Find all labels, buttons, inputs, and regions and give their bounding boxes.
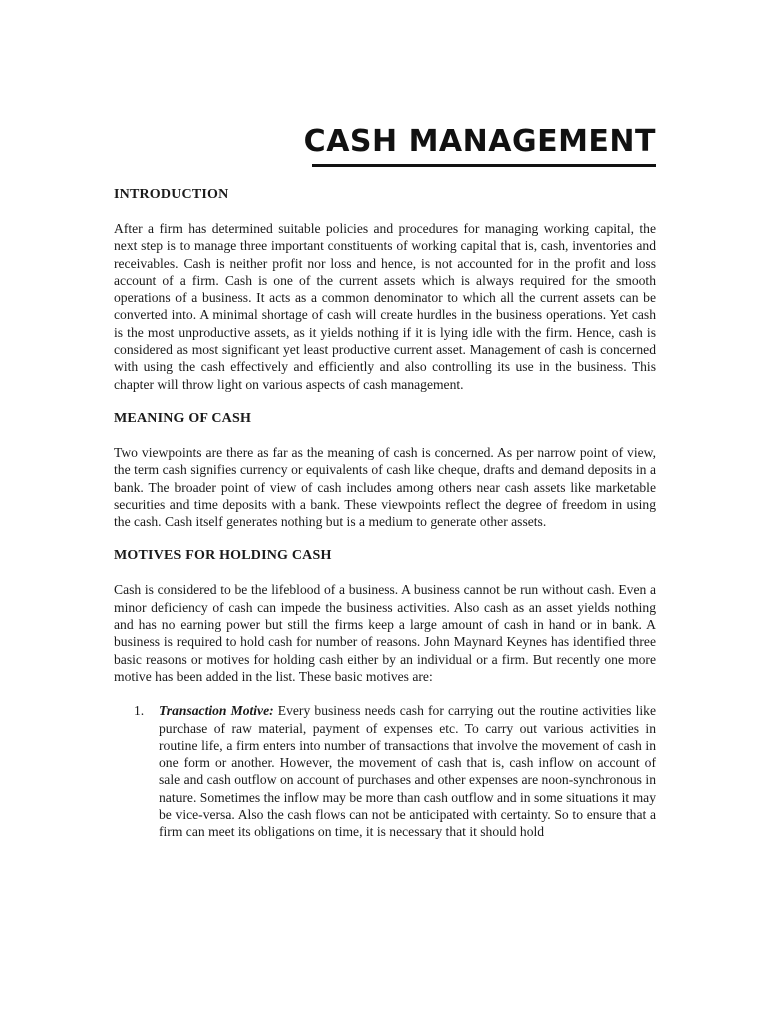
motive-name: Transaction Motive:	[159, 703, 274, 719]
motive-description: Every business needs cash for carrying out the routine activities like purchase of raw material, payment of expenses etc. To carry out various activities in routine life, a firm enters into number of transactions that involve the movement of cash in one form or another. However, the movement of cash that is, cash inflow on account of sale and cash outflow on account of purchases and other expenses are noon-synchronous in nature. Sometimes the inflow may be more than cash outflow and in some situations it may be vice-versa. Also the cash flows can not be anticipated with certainty. So to ensure that a firm can meet its obligations on time, it is necessary that it should hold	[159, 703, 656, 840]
title-underline	[312, 164, 656, 167]
section-heading-motives: MOTIVES FOR HOLDING CASH	[114, 548, 332, 564]
paragraph-motives: Cash is considered to be the lifeblood of a business. A business cannot be run without cash. Even a minor deficiency of cash can impede the business activities. Also cash as an asset yields nothing and has no earning power but still the firms keep a large amount of cash in hand or in bank. A business is required to hold cash for number of reasons. John Maynard Keynes has identified three basic reasons or motives for holding cash either by an individual or a firm. But recently one more motive has been added in the list. These basic motives are:	[114, 582, 656, 684]
section-heading-meaning-of-cash: MEANING OF CASH	[114, 410, 252, 426]
motives-list	[114, 702, 656, 840]
document-body	[114, 186, 656, 841]
list-item-transaction-motive	[114, 702, 656, 840]
document-title: CASH MANAGEMENT	[303, 124, 656, 159]
section-heading-introduction: INTRODUCTION	[114, 187, 229, 202]
paragraph-introduction: After a firm has determined suitable policies and procedures for managing working capital, the next step is to manage three important constituents of working capital that is, cash, inventories and receivables. Cash is neither profit nor loss and hence, is not accounted for in the profit and loss account of a firm. Cash is one of the current assets which is always required for the smooth operations of a business. It acts as a common denominator to which all the current assets can be converted into. A minimal shortage of cash will create hurdles in the business operations. Yet cash is the most unproductive assets, as it yields nothing if it is lying idle with the firm. Hence, cash is considered as most significant yet least productive current asset. Management of cash is concerned with using the cash effectively and efficiently and also controlling its use in the business. This chapter will throw light on various aspects of cash management.	[114, 221, 656, 392]
list-item-number: 1.	[134, 703, 145, 719]
paragraph-meaning-of-cash: Two viewpoints are there as far as the meaning of cash is concerned. As per narrow point of view, the term cash signifies currency or equivalents of cash like cheque, drafts and demand deposits in a bank. The broader point of view of cash includes among others near cash assets like marketable securities and time deposits with a bank. These viewpoints reflect the degree of freedom in using the cash. Cash itself generates nothing but is a medium to generate other assets.	[114, 444, 656, 530]
